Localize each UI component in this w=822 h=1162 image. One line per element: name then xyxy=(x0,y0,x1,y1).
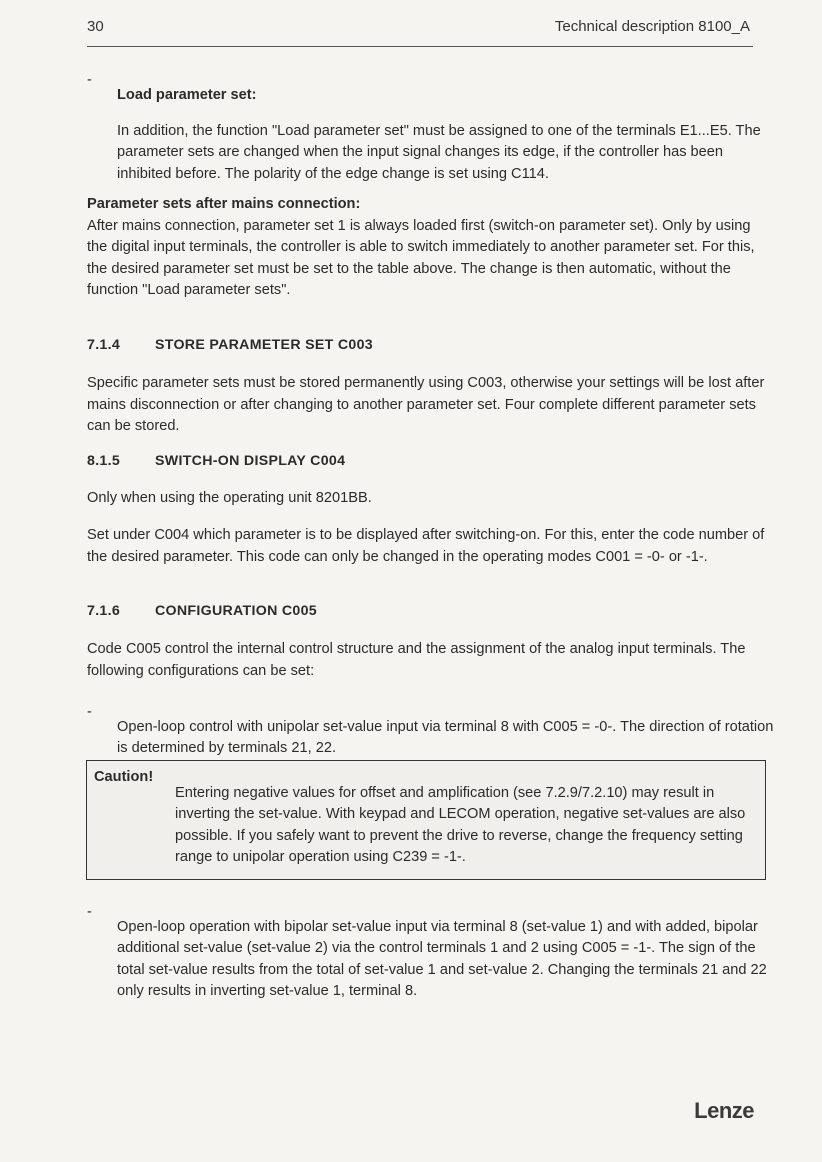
section-heading-714 xyxy=(87,337,373,353)
caution-label: Caution! xyxy=(94,769,154,785)
after-mains-section xyxy=(87,194,767,302)
section-714-text: Specific parameter sets must be stored permanently using C003, otherwise your settings will be lost after mains disconnection or after changing to another parameter set. Four complete different parameter sets can be stored. xyxy=(87,375,765,434)
section-815-text1: Only when using the operating unit 8201BB. xyxy=(87,490,372,506)
bullet-1-text: Open-loop control with unipolar set-value input via terminal 8 with C005 = -0-. The direction of rotation is determined by terminals 21, 22. xyxy=(117,718,774,757)
after-mains-text: After mains connection, parameter set 1 is always loaded first (switch-on parameter set). Only by using the digital input terminals, the controller is able to switch immediately to another parameter set. For this, the desired parameter set must be set to the table above. The change is then automatic, without the function "Load parameter sets". xyxy=(87,217,755,298)
page-number: 30 xyxy=(87,18,104,35)
section-title: CONFIGURATION C005 xyxy=(155,603,318,619)
section-title: SWITCH-ON DISPLAY C004 xyxy=(155,453,346,469)
configuration-bullet-2 xyxy=(87,902,777,1017)
header-title: Technical description 8100_A xyxy=(554,18,750,35)
section-716-text: Code C005 control the internal control structure and the assignment of the analog input terminals. The following configurations can be set: xyxy=(87,641,746,679)
load-parameter-text: In addition, the function "Load parameter set" must be assigned to one of the terminals E1...E5. The parameter sets are changed when the input signal changes its edge, if the controller has been inhibited before. The polarity of the edge change is set using C114. xyxy=(117,122,761,182)
after-mains-heading: Parameter sets after mains connection: xyxy=(87,196,361,212)
lenze-logo: Lenze xyxy=(694,1098,754,1123)
header-rule xyxy=(87,46,753,47)
bullet-dash: - xyxy=(87,904,92,920)
load-parameter-heading: Load parameter set: xyxy=(117,86,257,103)
section-number: 7.1.4 xyxy=(87,337,121,353)
section-heading-815 xyxy=(87,453,345,469)
page-header xyxy=(87,18,750,40)
section-815-text2: Set under C004 which parameter is to be displayed after switching-on. For this, enter the code number of the desired parameter. This code can only be changed in the operating modes C001 = -0- or -1-. xyxy=(87,527,765,565)
section-number: 7.1.6 xyxy=(87,603,121,619)
section-815-note xyxy=(87,488,767,510)
section-title: STORE PARAMETER SET C003 xyxy=(155,337,373,353)
bullet-dash: - xyxy=(87,704,92,720)
caution-text: Entering negative values for offset and amplification (see 7.2.9/7.2.10) may result in inverting the set-value. With keypad and LECOM operation, negative set-values are also possible. If you safely want to prevent the drive to reverse, change the frequency setting range to unipolar operation using C239 = -1-. xyxy=(175,784,746,866)
section-heading-716 xyxy=(87,603,317,619)
section-716-body xyxy=(87,639,767,682)
section-714-body xyxy=(87,373,767,438)
section-815-body xyxy=(87,525,767,568)
bullet-dash: - xyxy=(87,72,92,88)
bullet-2-text: Open-loop operation with bipolar set-value input via terminal 8 (set-value 1) and with added, bipolar additional set-value (set-value 2) via the control terminals 1 and 2 using C005 = -1-. The sign of the total set-value results from the total of set-value 1 and set-value 2. Changing the terminals 21 and 22 only results in inverting set-value 1, terminal 8. xyxy=(117,918,767,1000)
section-number: 8.1.5 xyxy=(87,453,121,469)
caution-box xyxy=(86,760,766,880)
load-parameter-bullet xyxy=(87,70,777,200)
